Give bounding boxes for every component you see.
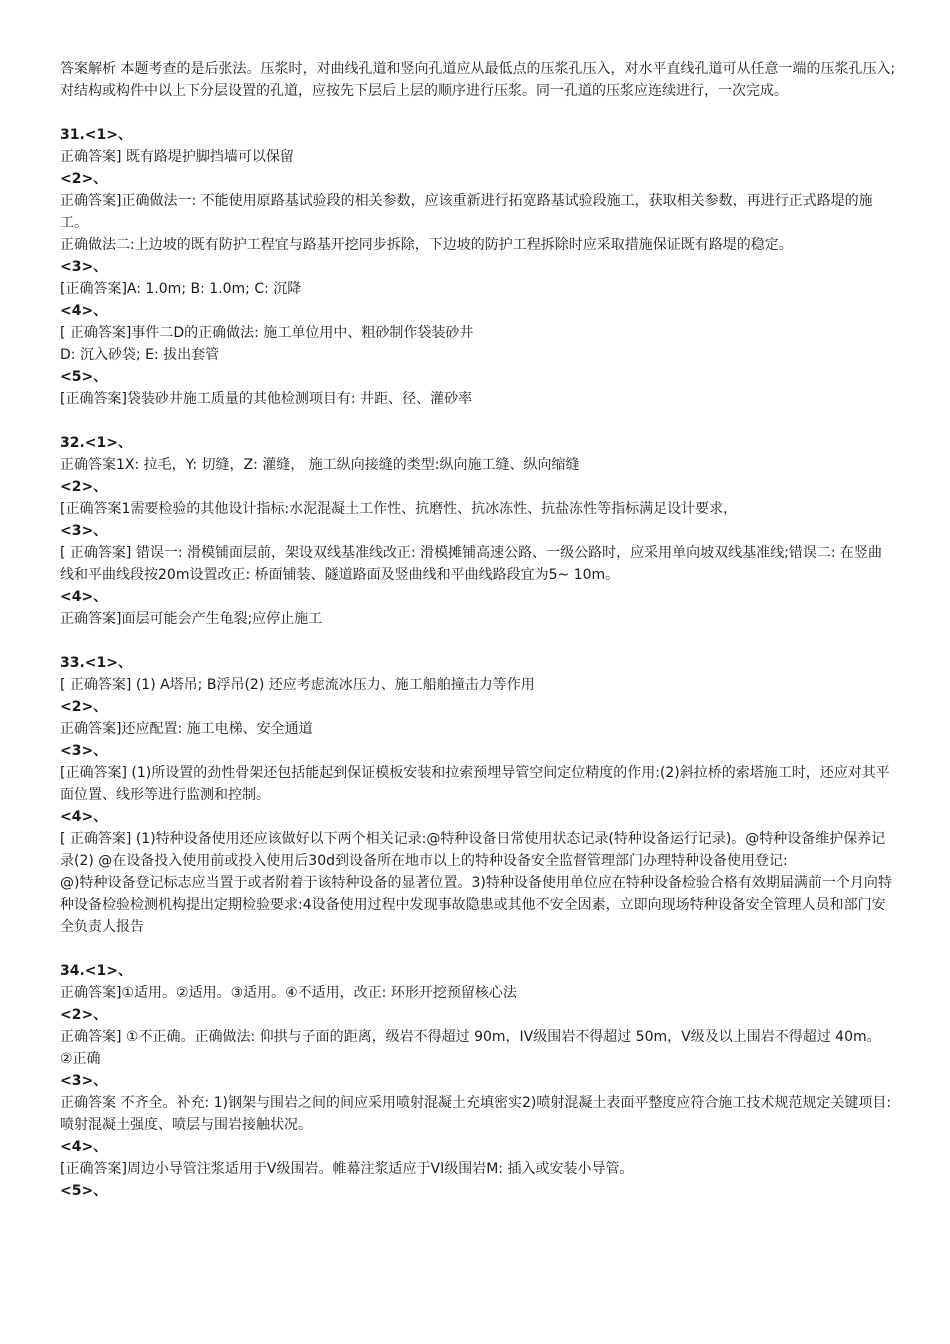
answer-text: [正确答案]周边小导管注浆适用于V级围岩。帷幕注浆适应于VI级围岩M: 插入或安装小导管。: [60, 1161, 634, 1177]
question-heading: 31.<1>、: [60, 127, 133, 143]
intro-explanation: 答案解析 本题考查的是后张法。压浆时，对曲线孔道和竖向孔道应从最低点的压浆孔压入，对水平直线孔道可从任意一端的压浆孔压入;对结构或构件中以上下分层设置的孔道，应按先下层后上层的顺序进行压浆。同一孔道的压浆应连续进行，一次完成。: [60, 61, 896, 99]
answer-text: D: 沉入砂袋; E: 拔出套管: [60, 347, 220, 363]
answer-text: 正确做法二:上边坡的既有防护工程宜与路基开挖同步拆除，下边坡的防护工程拆除时应采取措施保证既有路堤的稳定。: [60, 237, 793, 253]
answer-text: [ 正确答案] (1)特种设备使用还应该做好以下两个相关记录:@特种设备日常使用状态记录(特种设备运行记录)。@特种设备维护保养记录(2) @在设备投入使用前或投入使用后30d到设备所在地市以上的特种设备安全监督管理部门办理特种设备使用登记:: [60, 831, 886, 869]
sub-question-heading: <3>、: [60, 743, 108, 759]
sub-question-heading: <3>、: [60, 523, 108, 539]
spacer: [60, 938, 896, 960]
sub-question-heading: <2>、: [60, 699, 108, 715]
spacer: [60, 102, 896, 124]
answer-text: 正确答案 不齐全。补充: 1)钢架与围岩之间的间应采用喷射混凝土充填密实2)喷射混凝土表面平整度应符合施工技术规范规定关键项目: 喷射混凝土强度、喷层与围岩接触状况。: [60, 1095, 892, 1133]
sub-question-heading: <4>、: [60, 303, 108, 319]
answer-text: [正确答案]袋装砂井施工质量的其他检测项目有: 井距、径、灌砂率: [60, 391, 473, 407]
question-heading: 34.<1>、: [60, 963, 133, 979]
answer-text: ②正确: [60, 1051, 101, 1067]
sub-question-heading: <3>、: [60, 1073, 108, 1089]
answer-text: @)特种设备登记标志应当置于或者附着于该特种设备的显著位置。3)特种设备使用单位应在特种设备检验合格有效期届满前一个月向特种设备检验检测机构提出定期检验要求:4设备使用过程中发现事故隐患或其他不安全因素，立即向现场特种设备安全管理人员和部门安全负责人报告: [60, 875, 892, 935]
answer-text: 正确答案]①适用。②适用。③适用。④不适用，改正: 环形开挖预留核心法: [60, 985, 517, 1001]
spacer: [60, 410, 896, 432]
answer-text: 正确答案] ①不正确。正确做法: 仰拱与子面的距离，级岩不得超过 90m，IV级围岩不得超过 50m，V级及以上围岩不得超过 40m。: [60, 1029, 881, 1045]
answer-text: [正确答案]A: 1.0m; B: 1.0m; C: 沉降: [60, 281, 302, 297]
question-33: [60, 652, 896, 938]
answer-text: 正确答案]还应配置: 施工电梯、安全通道: [60, 721, 313, 737]
question-34: [60, 960, 896, 1202]
question-32: [60, 432, 896, 630]
sub-question-heading: <2>、: [60, 479, 108, 495]
answer-text: 正确答案1X: 拉毛，Y: 切缝，Z: 灌缝， 施工纵向接缝的类型:纵向施工缝、纵向缩缝: [60, 457, 580, 473]
answer-text: [ 正确答案]事件二D的正确做法: 施工单位用中、粗砂制作袋装砂井: [60, 325, 474, 341]
question-heading: 32.<1>、: [60, 435, 133, 451]
sub-question-heading: <4>、: [60, 589, 108, 605]
answer-text: 正确答案]面层可能会产生龟裂;应停止施工: [60, 611, 323, 627]
sub-question-heading: <5>、: [60, 1183, 108, 1199]
sub-question-heading: <5>、: [60, 369, 108, 385]
sub-question-heading: <2>、: [60, 171, 108, 187]
question-heading: 33.<1>、: [60, 655, 133, 671]
sub-question-heading: <4>、: [60, 1139, 108, 1155]
answer-text: 正确答案] 既有路堤护脚挡墙可以保留: [60, 149, 294, 165]
answer-text: [正确答案] (1)所设置的劲性骨架还包括能起到保证模板安装和拉索预埋导管空间定位精度的作用:(2)斜拉桥的索塔施工时，还应对其平面位置、线形等进行监测和控制。: [60, 765, 890, 803]
spacer: [60, 630, 896, 652]
sub-question-heading: <3>、: [60, 259, 108, 275]
answer-text: [正确答案1需要检验的其他设计指标:水泥混凝土工作性、抗磨性、抗冰冻性、抗盐冻性等指标满足设计要求，: [60, 501, 738, 517]
document-page: [60, 58, 896, 1202]
answer-text: [ 正确答案] 错误一: 滑模铺面层前，架设双线基准线改正: 滑模摊铺高速公路、一级公路时，应采用单向坡双线基准线;错误二: 在竖曲线和平曲线段按20m设置改正: 桥面铺装、隧道路面及竖曲线和平曲线路段宜为5~ 10m。: [60, 545, 883, 583]
answer-text: [ 正确答案] (1) A塔吊; B浮吊(2) 还应考虑流冰压力、施工船舶撞击力等作用: [60, 677, 535, 693]
sub-question-heading: <4>、: [60, 809, 108, 825]
question-31: [60, 124, 896, 410]
answer-text: 正确答案]正确做法一: 不能使用原路基试验段的相关参数，应该重新进行拓宽路基试验段施工，获取相关参数，再进行正式路堤的施工。: [60, 193, 873, 231]
sub-question-heading: <2>、: [60, 1007, 108, 1023]
